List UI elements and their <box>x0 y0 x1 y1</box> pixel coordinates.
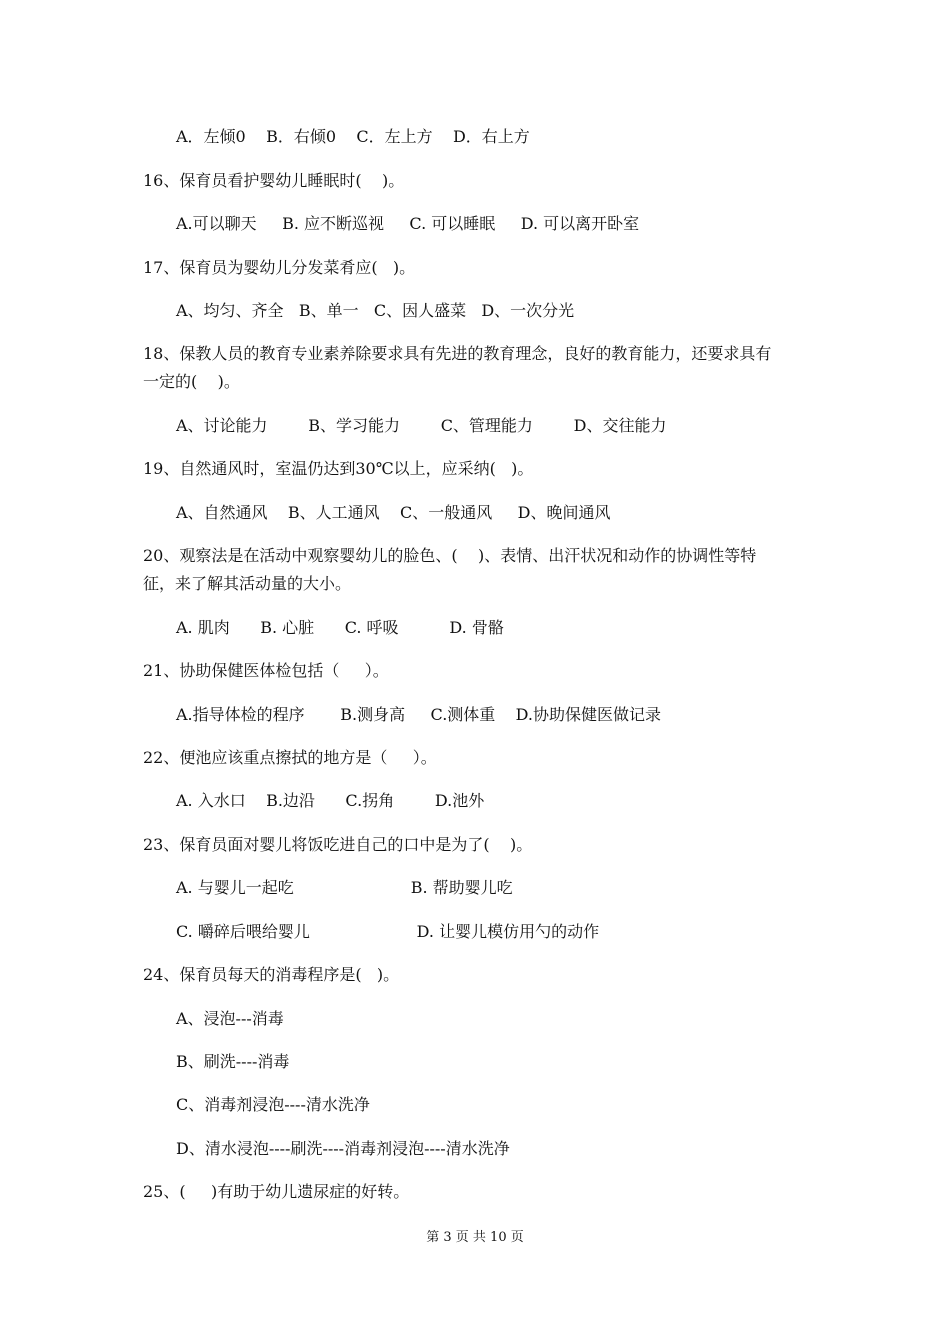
question-text: 21、协助保健医体检包括（ ）。 <box>143 661 389 680</box>
question-text: 19、自然通风时，室温仍达到30℃以上，应采纳( )。 <box>143 459 534 478</box>
answer-options: A、自然通风 B、人工通风 C、一般通风 D、晚间通风 <box>176 503 611 522</box>
answer-options: B、刷洗----消毒 <box>176 1052 290 1071</box>
answer-options: A、讨论能力 B、学习能力 C、管理能力 D、交往能力 <box>176 416 667 435</box>
question-text: 一定的( )。 <box>143 372 240 391</box>
answer-options: D、清水浸泡----刷洗----消毒剂浸泡----清水洗净 <box>176 1139 510 1158</box>
question-text: 20、观察法是在活动中观察婴幼儿的脸色、( )、表情、出汗状况和动作的协调性等特 <box>143 546 757 565</box>
answer-options: A. 肌肉 B. 心脏 C. 呼吸 D. 骨骼 <box>176 618 504 637</box>
question-text: 23、保育员面对婴儿将饭吃进自己的口中是为了( )。 <box>143 835 533 854</box>
answer-options: A. 入水口 B.边沿 C.拐角 D.池外 <box>176 791 485 810</box>
answer-options: A.指导体检的程序 B.测身高 C.测体重 D.协助保健医做记录 <box>176 705 661 724</box>
answer-options: A、均匀、齐全 B、单一 C、因人盛菜 D、一次分光 <box>176 301 575 320</box>
question-text: 24、保育员每天的消毒程序是( )。 <box>143 965 400 984</box>
answer-options: C. 嚼碎后喂给婴儿 D. 让婴儿模仿用勺的动作 <box>176 922 600 941</box>
question-text: 16、保育员看护婴幼儿睡眠时( )。 <box>143 171 405 190</box>
question-text: 22、便池应该重点擦拭的地方是（ ）。 <box>143 748 437 767</box>
answer-options: A.可以聊天 B. 应不断巡视 C. 可以睡眠 D. 可以离开卧室 <box>176 214 640 233</box>
answer-options: A. 与婴儿一起吃 B. 帮助婴儿吃 <box>176 878 513 897</box>
answer-options: A、浸泡---消毒 <box>176 1009 284 1028</box>
answer-options: C、消毒剂浸泡----清水洗净 <box>176 1095 370 1114</box>
question-text: 17、保育员为婴幼儿分发菜肴应( )。 <box>143 258 416 277</box>
question-text: 18、保教人员的教育专业素养除要求具有先进的教育理念，良好的教育能力，还要求具有 <box>143 344 772 363</box>
page-footer: 第 3 页 共 10 页 <box>426 1230 524 1245</box>
question-text: 征，来了解其活动量的大小。 <box>143 574 352 593</box>
answer-options: A．左倾0 B．右倾0 C．左上方 D．右上方 <box>176 127 530 146</box>
question-text: 25、( )有助于幼儿遗尿症的好转。 <box>143 1182 410 1201</box>
